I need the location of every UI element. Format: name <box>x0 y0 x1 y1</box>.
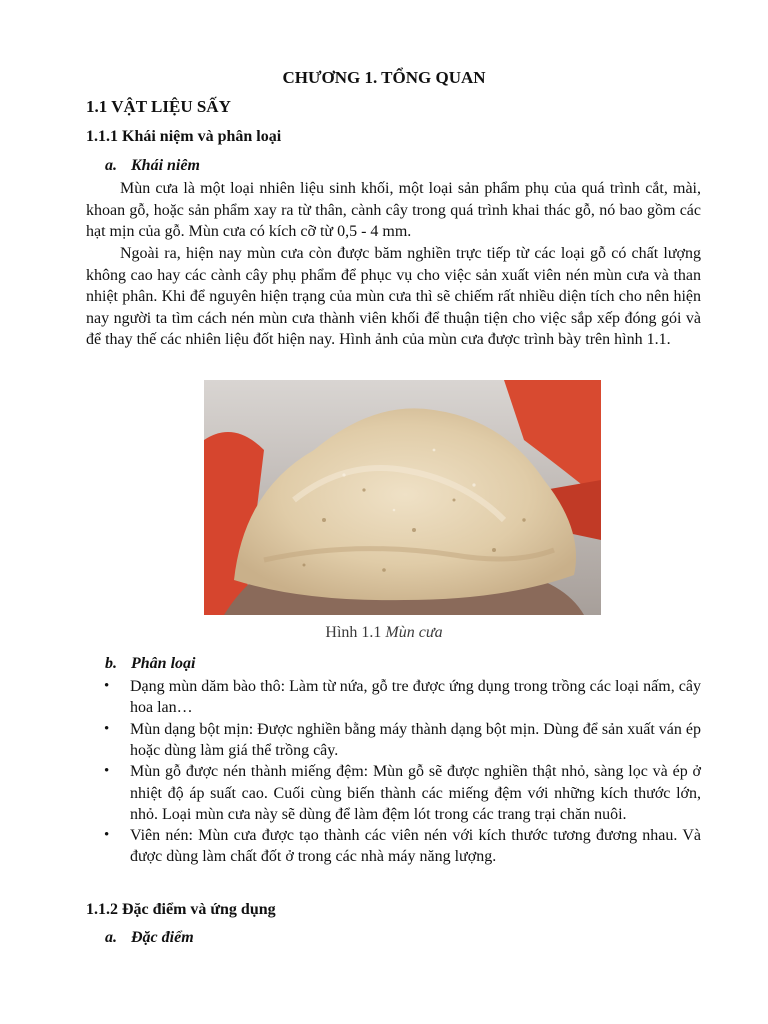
subheading-mark: b. <box>105 655 117 672</box>
subheading-title: Phân loại <box>131 655 196 672</box>
bullet-marker: • <box>104 826 110 843</box>
list-item <box>86 761 701 825</box>
chapter-title: CHƯƠNG 1. TỔNG QUAN <box>282 68 486 87</box>
section-heading-1-1-1: 1.1.1 Khái niệm và phân loại <box>86 128 282 145</box>
subheading-title: Đặc điểm <box>131 929 194 946</box>
list-item-text: Viên nén: Mùn cưa được tạo thành các viên nén với kích thước tương đương nhau. Và được dùng làm chất đốt ở trong các nhà máy năng lượng. <box>130 826 701 866</box>
caption-prefix: Hình 1.1 <box>325 624 382 641</box>
bullet-marker: • <box>104 763 110 780</box>
subheading-title: Khái niêm <box>131 157 200 174</box>
caption-title: Mùn cưa <box>385 624 443 641</box>
sawdust-photo <box>204 380 601 615</box>
subheading-dac-diem <box>105 929 194 947</box>
bullet-marker: • <box>104 678 110 694</box>
paragraph-production: Ngoài ra, hiện nay mùn cưa còn được băm nghiền trực tiếp từ các loại gỗ có chất lượng không cao hay các cành cây phụ phẩm để phục vụ cho việc sản xuất viên nén mùn cưa và than nhiệt phân. Khi để nguyên hiện trạng của mùn cưa thì sẽ chiếm rất nhiều diện tích cho nên hiện nay người ta tìm cách nén mùn cưa thành viên khối để thuận tiện cho việc sắp xếp đóng gói và để thay thế các nhiên liệu đốt hiện nay. Hình ảnh của mùn cưa được trình bày trên hình 1.1. <box>86 245 701 348</box>
bullet-marker: • <box>104 720 110 737</box>
list-item-text: Dạng mùn dăm bào thô: Làm từ nứa, gỗ tre được ứng dụng trong trồng các loại nấm, cây hoa lan… <box>130 678 701 717</box>
section-heading-1-1: 1.1 VẬT LIỆU SẤY <box>86 97 231 116</box>
figure-caption <box>0 624 768 642</box>
subheading-khai-niem <box>105 157 200 175</box>
subheading-mark: a. <box>105 929 117 946</box>
list-item-text: Mùn gỗ được nén thành miếng đệm: Mùn gỗ sẽ được nghiền thật nhỏ, sàng lọc và ép ở nhiệt độ áp suất cao. Cuối cùng biến thành các miếng đệm với những kích thước lớn, nhỏ. Loại mùn cưa này sẽ dùng để làm đệm lót trong các trang trại chăn nuôi. <box>130 763 701 823</box>
list-item <box>86 719 701 761</box>
sawdust-illustration <box>204 380 601 615</box>
list-item <box>86 676 701 718</box>
subheading-phan-loai <box>105 655 195 673</box>
list-item <box>86 825 701 867</box>
subheading-mark: a. <box>105 157 117 174</box>
paragraph-definition: Mùn cưa là một loại nhiên liệu sinh khối, một loại sản phẩm phụ của quá trình cắt, mài, khoan gỗ, hoặc sản phẩm xay ra từ thân, cành cây trong quá trình khai thác gỗ, nó bao gồm các hạt mịn của gỗ. Mùn cưa có kích cỡ từ 0,5 - 4 mm. <box>86 180 701 240</box>
section-heading-1-1-2: 1.1.2 Đặc điểm và ứng dụng <box>86 901 276 918</box>
list-item-text: Mùn dạng bột mịn: Được nghiền bằng máy thành dạng bột mịn. Dùng để sản xuất ván ép hoặc dùng làm giá thể trồng cây. <box>130 720 701 760</box>
classification-list <box>86 676 701 867</box>
